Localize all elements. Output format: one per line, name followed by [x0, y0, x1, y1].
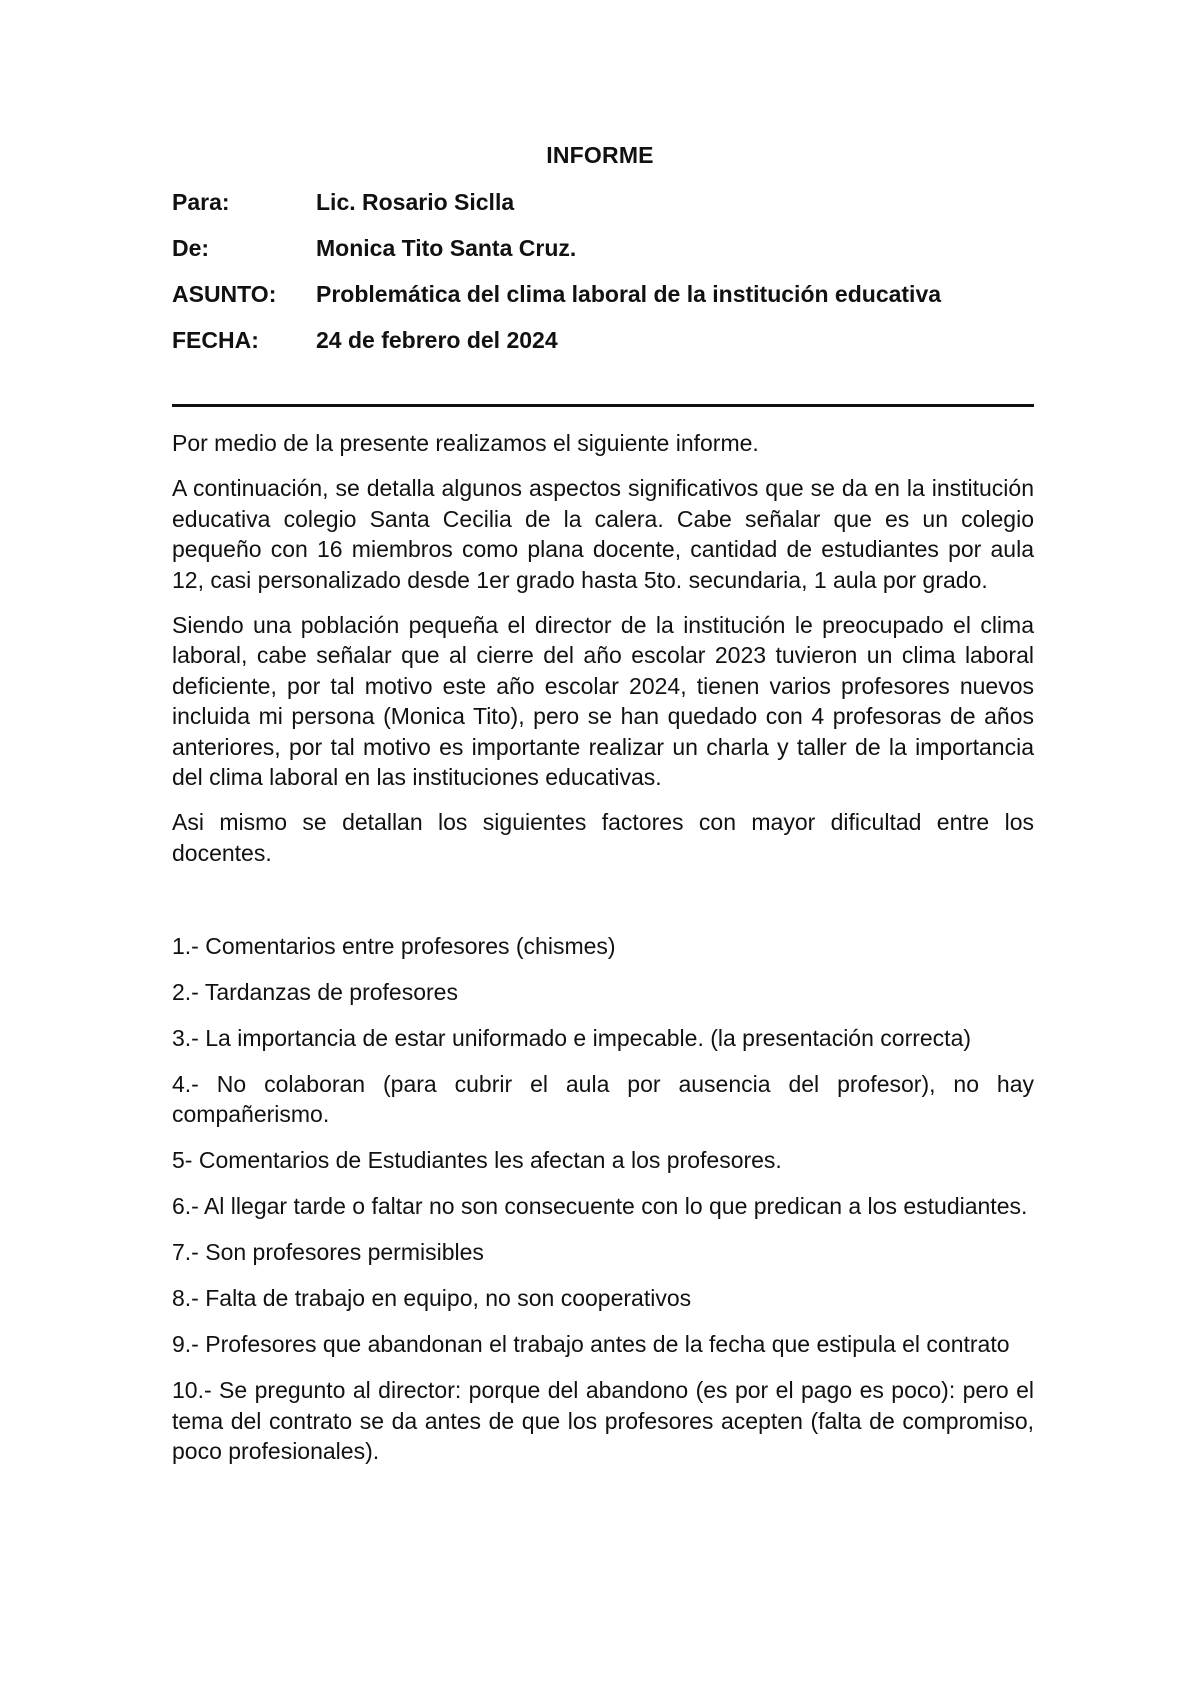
memo-header	[172, 189, 1032, 373]
blank-line	[172, 883, 1034, 931]
header-label-de: De:	[172, 235, 210, 261]
paragraph-context: A continuación, se detalla algunos aspectos significativos que se da en la institución educativa colegio Santa Cecilia de la calera. Cabe señalar que es un colegio pequeño con 16 miembros como plana docente, cantidad de estudiantes por aula 12, casi personalizado desde 1er grado hasta 5to. secundaria, 1 aula por grado.	[172, 475, 1034, 593]
header-value-asunto: Problemática del clima laboral de la institución educativa	[316, 281, 942, 307]
list-item: 9.- Profesores que abandonan el trabajo antes de la fecha que estipula el contrato	[172, 1331, 1010, 1357]
header-label-para: Para:	[172, 189, 230, 215]
list-item: 7.- Son profesores permisibles	[172, 1239, 484, 1265]
header-value-para: Lic. Rosario Siclla	[316, 189, 515, 215]
header-label-fecha: FECHA:	[172, 327, 259, 353]
paragraph-intro: Por medio de la presente realizamos el siguiente informe.	[172, 430, 759, 456]
list-item: 6.- Al llegar tarde o faltar no son consecuente con lo que predican a los estudiantes.	[172, 1193, 1028, 1219]
header-row-asunto	[172, 281, 1032, 327]
list-item: 3.- La importancia de estar uniformado e impecable. (la presentación correcta)	[172, 1024, 972, 1051]
header-value-de: Monica Tito Santa Cruz.	[316, 235, 577, 261]
header-row-para	[172, 189, 1032, 235]
list-item: 4.- No colaboran (para cubrir el aula por ausencia del profesor), no hay compañerismo.	[172, 1070, 1034, 1127]
list-item: 1.- Comentarios entre profesores (chismes)	[172, 932, 616, 959]
header-row-de	[172, 235, 1032, 281]
document-body	[172, 428, 1034, 1482]
paragraph-factors-intro: Asi mismo se detallan los siguientes factores con mayor dificultad entre los docentes.	[172, 809, 1034, 866]
list-item: 5- Comentarios de Estudiantes les afectan a los profesores.	[172, 1147, 782, 1173]
paragraph-problem: Siendo una población pequeña el director de la institución le preocupado el clima laboral, cabe señalar que al cierre del año escolar 2023 tuvieron un clima laboral deficiente, por tal motivo este año escolar 2024, tienen varios profesores nuevos incluida mi persona (Monica Tito), pero se han quedado con 4 profesoras de años anteriores, por tal motivo es importante realizar un charla y taller de la importancia del clima laboral en las instituciones educativas.	[172, 611, 1034, 790]
factor-list	[172, 931, 1034, 1467]
header-divider	[172, 404, 1034, 407]
list-item: 2.- Tardanzas de profesores	[172, 978, 458, 1005]
document-title: INFORME	[546, 142, 654, 168]
header-value-fecha: 24 de febrero del 2024	[316, 327, 558, 353]
list-item: 10.- Se pregunto al director: porque del abandono (es por el pago es poco): pero el tema del contrato se da antes de que los profesores acepten (falta de compromiso, poco profesionales).	[172, 1377, 1034, 1464]
header-row-fecha	[172, 327, 1032, 373]
list-item: 8.- Falta de trabajo en equipo, no son cooperativos	[172, 1285, 692, 1311]
header-label-asunto: ASUNTO:	[172, 281, 277, 307]
